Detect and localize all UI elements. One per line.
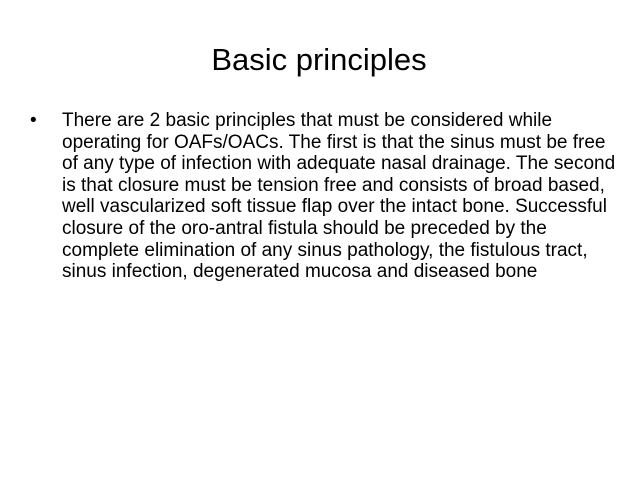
slide-title: Basic principles: [211, 42, 427, 77]
bullet-marker: •: [30, 110, 37, 131]
bullet-item: [30, 110, 620, 283]
bullet-list: [30, 110, 620, 283]
bullet-text: There are 2 basic principles that must be considered while operating for OAFs/OACs. The first is that the sinus must be free of any type of infection with adequate nasal drainage. The second is that closure must be tension free and consists of broad based, well vascularized soft tissue flap over the intact bone. Successful closure of the oro-antral fistula should be preceded by the complete elimination of any sinus pathology, the fistulous tract, sinus infection, degenerated mucosa and diseased bone: [62, 110, 616, 283]
